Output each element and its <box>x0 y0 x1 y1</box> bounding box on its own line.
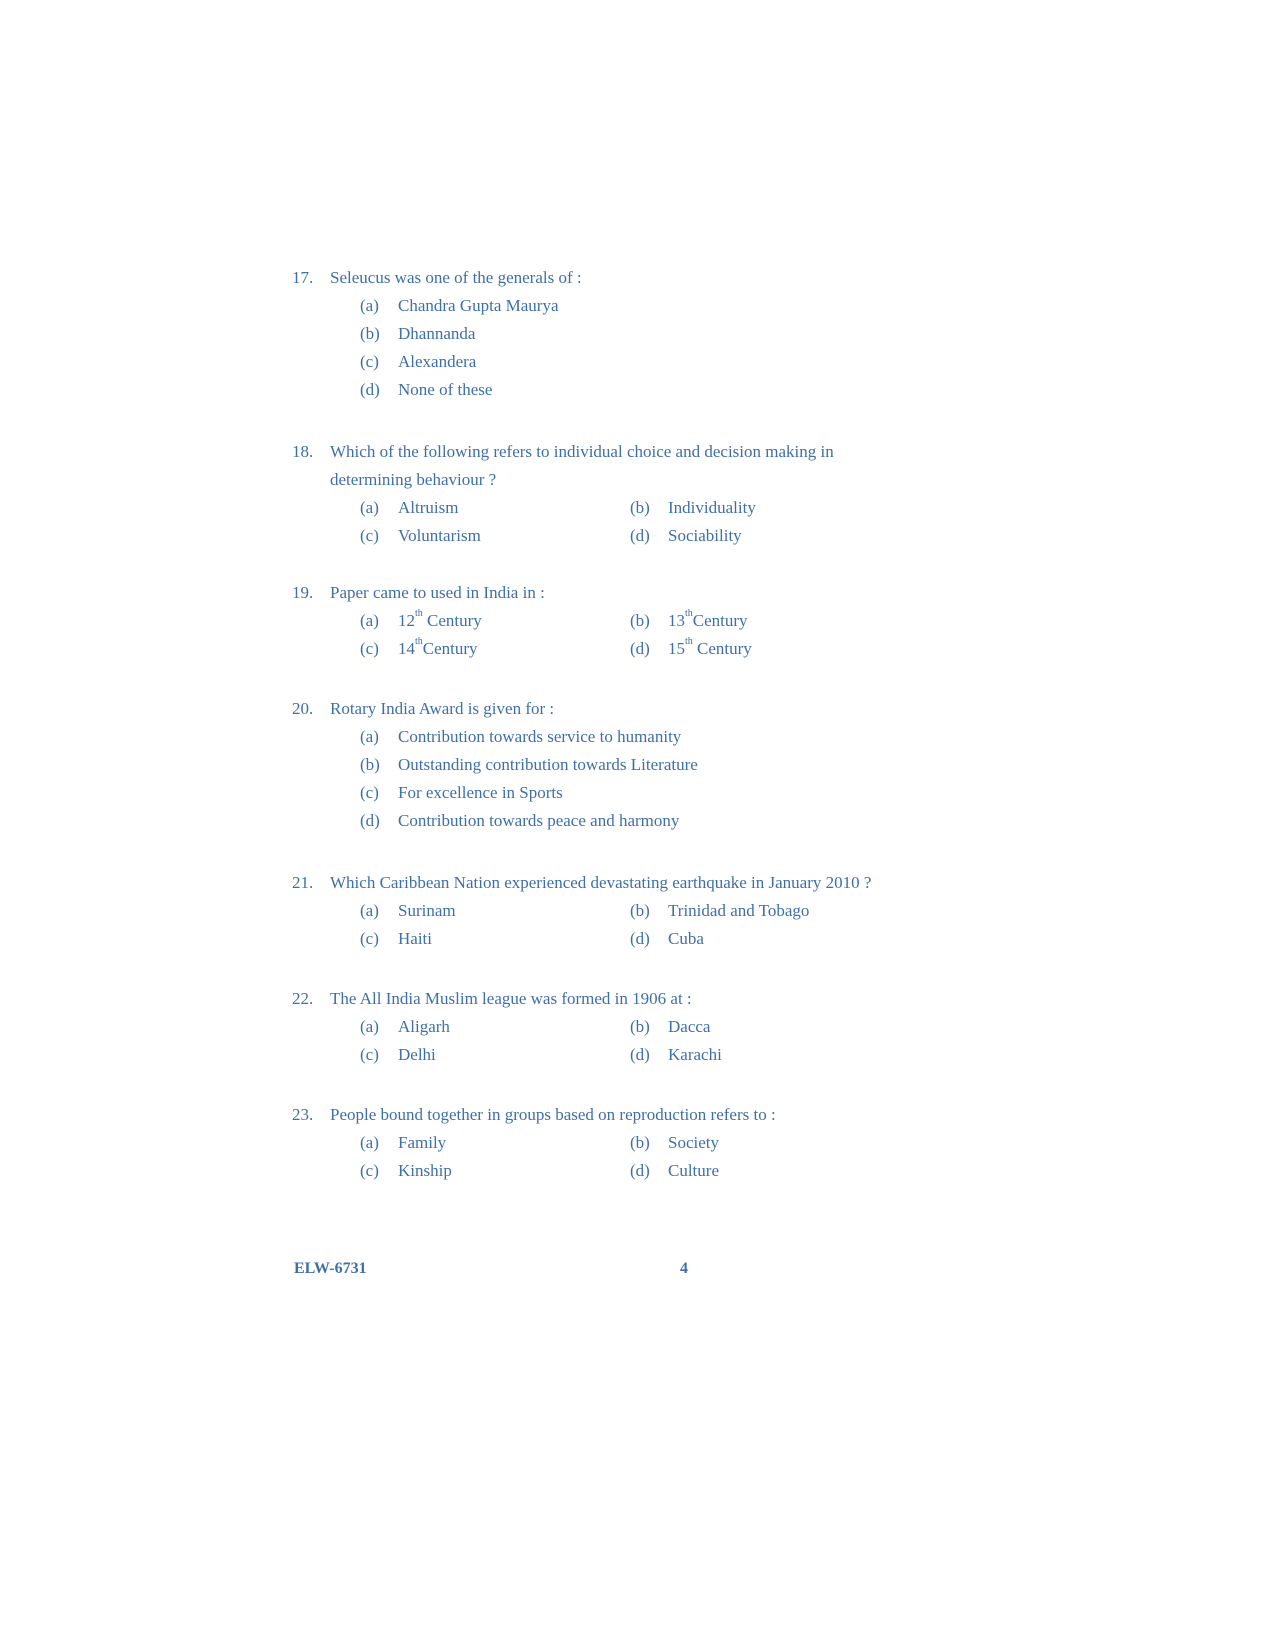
option-c: (c) 14thCentury <box>360 636 478 658</box>
option-b: (b) Individuality <box>630 498 756 517</box>
page-number: 4 <box>680 1260 688 1277</box>
option-list <box>292 1129 912 1185</box>
option-a: (a) Chandra Gupta Maurya <box>360 296 559 315</box>
option-d: (d) 15th Century <box>630 636 752 658</box>
question-number: 17. <box>292 268 314 287</box>
option-c: (c) Kinship <box>360 1161 452 1180</box>
question-text: The All India Muslim league was formed in 1906 at : <box>330 989 692 1008</box>
option-d: (d) Cuba <box>630 929 704 948</box>
option-list <box>292 494 912 550</box>
option-d: (d) Karachi <box>630 1045 722 1064</box>
question-19 <box>292 579 912 663</box>
option-d: (d) None of these <box>360 380 493 399</box>
option-list <box>292 897 912 953</box>
option-d: (d) Culture <box>630 1161 719 1180</box>
option-c: (c) Alexandera <box>360 352 477 371</box>
question-text: Which Caribbean Nation experienced devastating earthquake in January 2010 ? <box>330 873 872 892</box>
question-number: 23. <box>292 1105 314 1124</box>
question-number: 18. <box>292 442 314 461</box>
question-17 <box>292 264 912 404</box>
question-18 <box>292 438 912 550</box>
option-b: (b) Dhannanda <box>360 324 476 343</box>
option-list <box>292 292 912 404</box>
option-b: (b) Outstanding contribution towards Literature <box>360 755 698 774</box>
question-text: People bound together in groups based on reproduction refers to : <box>330 1105 776 1124</box>
option-list <box>292 607 912 663</box>
question-21 <box>292 869 912 953</box>
question-number: 20. <box>292 699 314 718</box>
option-d: (d) Contribution towards peace and harmony <box>360 811 680 830</box>
question-20 <box>292 695 912 835</box>
option-a: (a) Contribution towards service to humanity <box>360 727 682 746</box>
option-a: (a) Family <box>360 1133 447 1152</box>
option-a: (a) Aligarh <box>360 1017 450 1036</box>
option-c: (c) Voluntarism <box>360 526 481 545</box>
question-text: Rotary India Award is given for : <box>330 699 555 718</box>
option-c: (c) For excellence in Sports <box>360 783 563 802</box>
option-list <box>292 1013 912 1069</box>
option-a: (a) Surinam <box>360 901 456 920</box>
option-b: (b) 13thCentury <box>630 608 748 630</box>
question-23 <box>292 1101 912 1185</box>
option-d: (d) Sociability <box>630 526 742 545</box>
question-text: Paper came to used in India in : <box>330 583 545 602</box>
option-b: (b) Trinidad and Tobago <box>630 901 810 920</box>
option-b: (b) Society <box>630 1133 719 1152</box>
question-number: 21. <box>292 873 314 892</box>
option-c: (c) Delhi <box>360 1045 436 1064</box>
option-list <box>292 723 912 835</box>
question-text: Seleucus was one of the generals of : <box>330 268 582 287</box>
question-22 <box>292 985 912 1069</box>
option-a: (a) Altruism <box>360 498 459 517</box>
question-number: 22. <box>292 989 314 1008</box>
option-b: (b) Dacca <box>630 1017 711 1036</box>
question-text: Which of the following refers to individual choice and decision making in determining behaviour ? <box>330 442 834 489</box>
document-code: ELW-6731 <box>294 1260 367 1277</box>
option-a: (a) 12th Century <box>360 608 482 630</box>
question-number: 19. <box>292 583 314 602</box>
option-c: (c) Haiti <box>360 929 432 948</box>
